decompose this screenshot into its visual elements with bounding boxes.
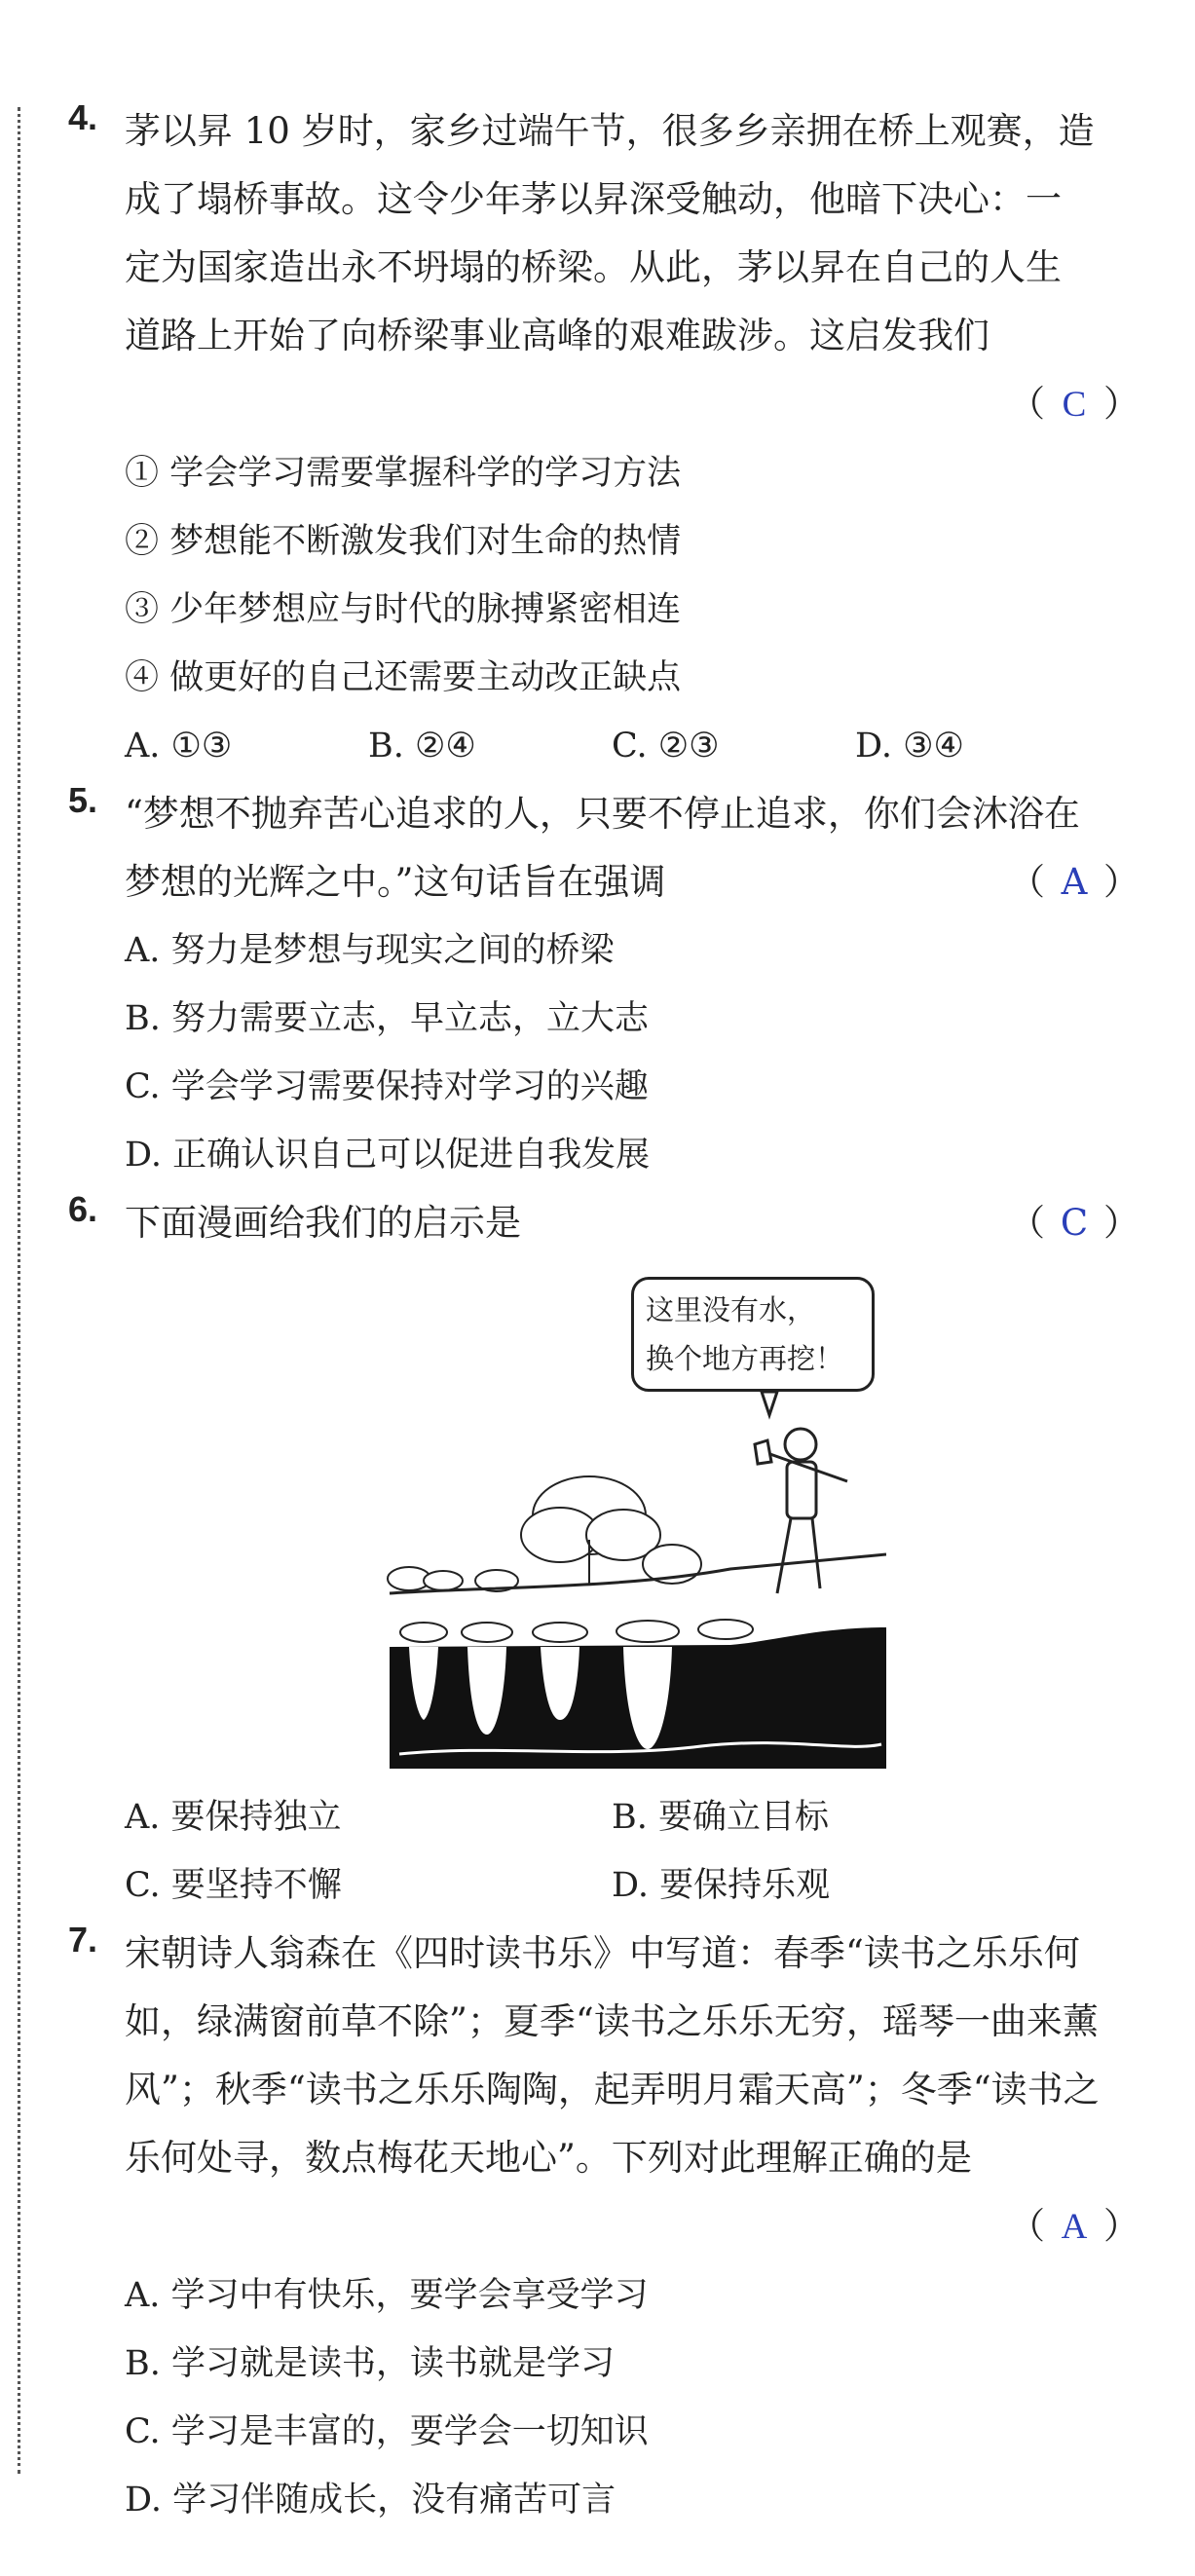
water-line (399, 1743, 881, 1754)
choice-b[interactable]: B. 要确立目标 (612, 1798, 829, 1837)
answer-letter: C (1060, 1202, 1089, 1244)
stem-line: 宋朝诗人翁森在《四时读书乐》中写道：春季“读书之乐乐何 (125, 1932, 1080, 1974)
choice-a[interactable]: A. 要保持独立 (125, 1798, 342, 1837)
choice-b[interactable]: B. 努力需要立志，早立志，立大志 (125, 999, 649, 1038)
dug-hole-icon (409, 1647, 672, 1749)
option-grid (125, 1783, 1139, 1920)
digging-man-icon (755, 1429, 847, 1593)
stem-line: 风”；秋季“读书之乐乐陶陶，起弄明月霜天高”；冬季“读书之 (125, 2069, 1100, 2110)
statement-item: ① 学会学习需要掌握科学的学习方法 (125, 454, 682, 493)
answer-letter: A (1061, 2207, 1088, 2247)
choice-b[interactable]: B. ②④ (368, 727, 476, 765)
question-number: 4. (68, 97, 98, 137)
choice-c[interactable]: C. ②③ (612, 727, 720, 765)
answer-letter: A (1061, 861, 1088, 903)
stem-line: 乐何处寻，数点梅花天地心”。下列对此理解正确的是 (125, 2137, 972, 2179)
choice-c[interactable]: C. 学会学习需要保持对学习的兴趣 (125, 1067, 649, 1106)
bush-icon (388, 1567, 518, 1591)
stem-line: 道路上开始了向桥梁事业高峰的艰难跋涉。这启发我们 (125, 315, 990, 356)
statement-item: ④ 做更好的自己还需要主动改正缺点 (125, 658, 682, 697)
question-7 (68, 1920, 1139, 2534)
stem-line-with-answer: 梦想的光辉之中。”这句话旨在强调 （ A ） (125, 848, 1139, 916)
speech-bubble: 这里没有水， 换个地方再挖！ (631, 1277, 875, 1392)
bubble-tail (762, 1392, 777, 1415)
option-list (68, 2261, 1139, 2534)
worksheet-page (68, 97, 1139, 2534)
choice-c[interactable]: C. 学习是丰富的，要学会一切知识 (125, 2412, 649, 2451)
question-6 (68, 1189, 1139, 1920)
ground-line (390, 1554, 886, 1593)
answer-bracket: （ C ） (68, 370, 1139, 439)
statement-item: ② 梦想能不断激发我们对生命的热情 (125, 522, 682, 561)
choice-d[interactable]: D. 要保持乐观 (612, 1866, 831, 1905)
question-stem (125, 97, 1139, 370)
margin-dotted-line (18, 107, 20, 2474)
choice-d[interactable]: D. 学习伴随成长，没有痛苦可言 (125, 2481, 616, 2520)
stem-line: 茅以昇 10 岁时，家乡过端午节，很多乡亲拥在桥上观赛，造 (125, 110, 1095, 152)
tree-icon (521, 1476, 701, 1584)
choice-a[interactable]: A. 学习中有快乐，要学会享受学习 (125, 2276, 649, 2315)
dirt-pile-icon (400, 1620, 753, 1642)
question-number: 6. (68, 1189, 98, 1229)
choice-d[interactable]: D. 正确认识自己可以促进自我发展 (125, 1136, 651, 1175)
question-number: 5. (68, 780, 98, 820)
choice-a[interactable]: A. 努力是梦想与现实之间的桥梁 (125, 931, 615, 970)
question-stem (125, 780, 1139, 916)
question-4 (68, 97, 1139, 780)
question-stem (125, 1920, 1139, 2192)
stem-line: 如，绿满窗前草不除”；夏季“读书之乐乐无穷，瑶琴一曲来薰 (125, 2000, 1099, 2042)
option-list (68, 916, 1139, 1189)
choice-row (125, 712, 1139, 780)
choice-a[interactable]: A. ①③ (125, 727, 233, 765)
cartoon-illustration (380, 1277, 886, 1773)
question-stem: 下面漫画给我们的启示是 （ C ） (125, 1189, 1139, 1257)
statement-list (68, 439, 1139, 712)
underground-soil (390, 1627, 886, 1769)
answer-bracket: （ C ） (1009, 1189, 1139, 1257)
stem-line: 成了塌桥事故。这令少年茅以昇深受触动，他暗下决心：一 (125, 178, 1062, 220)
answer-bracket: （ A ） (68, 2192, 1139, 2261)
choice-d[interactable]: D. ③④ (855, 727, 964, 765)
statement-item: ③ 少年梦想应与时代的脉搏紧密相连 (125, 590, 682, 629)
stem-line: “梦想不抛弃苦心追求的人，只要不停止追求，你们会沐浴在 (125, 793, 1080, 835)
answer-letter: C (1062, 385, 1087, 425)
choice-c[interactable]: C. 要坚持不懈 (125, 1866, 342, 1905)
question-5 (68, 780, 1139, 1189)
answer-bracket: （ A ） (1009, 848, 1139, 916)
stem-line: 定为国家造出永不坍塌的桥梁。从此，茅以昇在自己的人生 (125, 246, 1062, 288)
choice-b[interactable]: B. 学习就是读书，读书就是学习 (125, 2344, 615, 2383)
question-number: 7. (68, 1920, 98, 1960)
